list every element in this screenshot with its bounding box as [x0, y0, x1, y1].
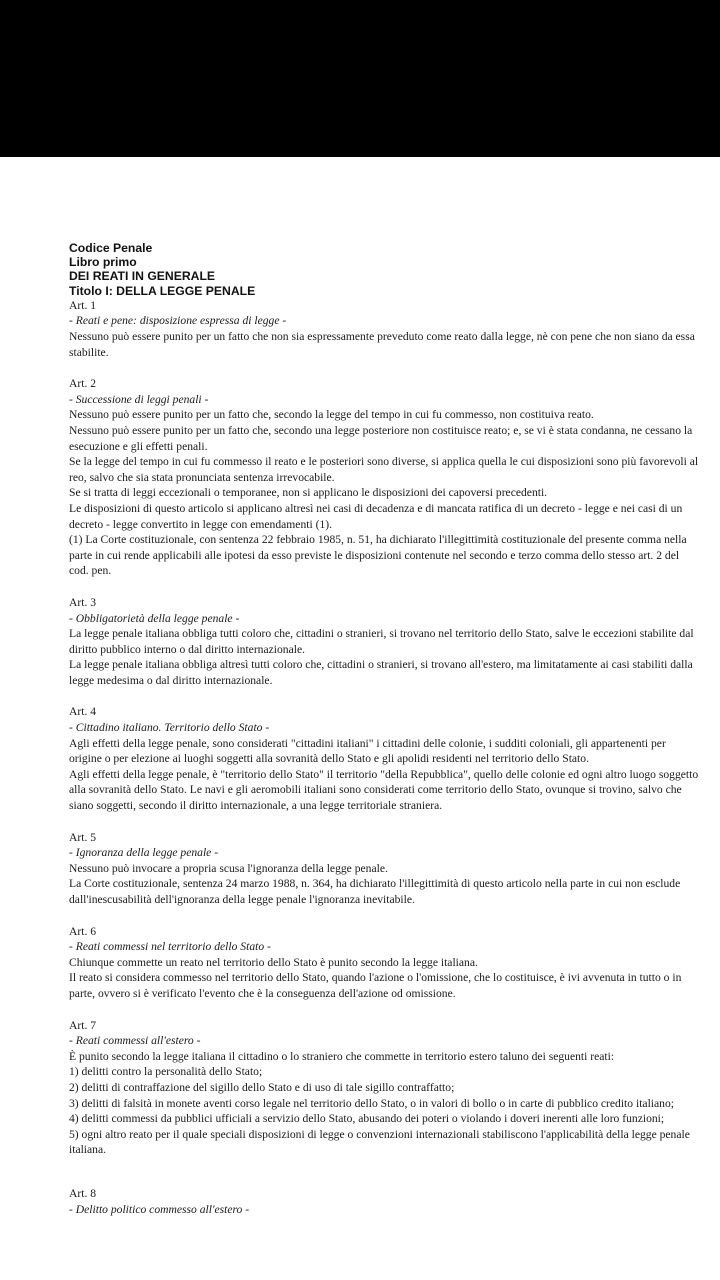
article-paragraph: Nessuno può invocare a propria scusa l'ignoranza della legge penale. — [69, 861, 388, 875]
book-title: Libro primo — [69, 255, 137, 270]
articles-list — [69, 298, 699, 1217]
article-paragraph: 3) delitti di falsità in monete aventi corso legale nel territorio dello Stato, o in valori di bollo o in carte di pubblico credito italiano; — [69, 1096, 674, 1110]
article-paragraph: Chiunque commette un reato nel territorio dello Stato è punito secondo la legge italiana. — [69, 955, 478, 969]
document-body — [69, 241, 699, 1217]
article-paragraph: È punito secondo la legge italiana il cittadino o lo straniero che commette in territorio estero taluno dei seguenti reati: — [69, 1049, 615, 1063]
article-paragraph: 1) delitti contro la personalità dello Stato; — [69, 1065, 263, 1079]
article-paragraph: Nessuno può essere punito per un fatto che, secondo la legge del tempo in cui fu commesso, non costituiva reato. — [69, 408, 594, 422]
article-subtitle: - Reati commessi all'estero - — [69, 1034, 201, 1048]
article-number: Art. 7 — [69, 1018, 97, 1032]
article-paragraph: La legge penale italiana obbliga tutti coloro che, cittadini o stranieri, si trovano nel territorio dello Stato, salve le eccezioni stabilite dal diritto pubblico interno o dal diritto internazionale. — [69, 627, 694, 656]
article-number: Art. 1 — [69, 298, 97, 312]
article-block — [69, 830, 699, 908]
article-number: Art. 5 — [69, 830, 97, 844]
article-paragraph: 2) delitti di contraffazione del sigillo dello Stato e di uso di tale sigillo contraffatto; — [69, 1080, 455, 1094]
article-number: Art. 2 — [69, 377, 97, 391]
article-block — [69, 376, 699, 579]
article-paragraph: Se la legge del tempo in cui fu commesso il reato e le posteriori sono diverse, si applica quella le cui disposizioni sono più favorevoli al reo, salvo che sia stata pronunciata sentenza irrevocabile. — [69, 455, 699, 484]
top-black-bar — [0, 0, 720, 157]
article-number: Art. 6 — [69, 924, 97, 938]
article-subtitle: - Reati e pene: disposizione espressa di legge - — [69, 314, 287, 328]
article-block — [69, 1018, 699, 1158]
title-heading: Titolo I: DELLA LEGGE PENALE — [69, 283, 256, 298]
article-number: Art. 8 — [69, 1186, 97, 1200]
article-paragraph: Il reato si considera commesso nel territorio dello Stato, quando l'azione o l'omissione, che lo costituisce, è ivi avvenuta in tutto o in parte, ovvero si è verificato l'evento che è la conseguenza dell'azione od omissione. — [69, 971, 682, 1000]
article-paragraph: (1) La Corte costituzionale, con sentenza 22 febbraio 1985, n. 51, ha dichiarato l'illegittimità costituzionale del presente comma nella parte in cui rende applicabili alle ipotesi da esso previste le disposizioni contenute nel secondo e terzo comma dello stesso art. 2 del cod. pen. — [69, 533, 687, 578]
code-title: Codice Penale — [69, 241, 153, 255]
article-subtitle: - Ignoranza della legge penale - — [69, 846, 219, 860]
article-paragraph: Nessuno può essere punito per un fatto che, secondo una legge posteriore non costituisce reato; e, se vi è stata condanna, ne cessano la esecuzione e gli effetti penali. — [69, 423, 693, 453]
article-block — [69, 704, 699, 813]
article-paragraph: Agli effetti della legge penale, sono considerati "cittadini italiani" i cittadini delle colonie, i sudditi coloniali, gli appartenenti per origine o per elezione ai luoghi soggetti alla sovranità dello Stato e gli apolidi residenti nel territorio dello Stato. — [69, 736, 666, 766]
article-paragraph: La legge penale italiana obbliga altresì tutti coloro che, cittadini o stranieri, si trovano all'estero, ma limitatamente ai casi stabiliti dalla legge medesima o dal diritto internazionale. — [69, 658, 693, 687]
article-block — [69, 924, 699, 1002]
article-subtitle: - Successione di leggi penali - — [69, 392, 209, 406]
article-block — [69, 298, 699, 360]
article-block — [69, 1186, 699, 1217]
document-header — [69, 241, 699, 298]
article-paragraph: Le disposizioni di questo articolo si applicano altresì nei casi di decadenza e di mancata ratifica di un decreto - legge e nei casi di un decreto - legge convertito in legge con emendamenti (1). — [69, 501, 683, 531]
article-block — [69, 595, 699, 689]
section-title: DEI REATI IN GENERALE — [69, 269, 216, 284]
article-paragraph: Se si tratta di leggi eccezionali o temporanee, non si applicano le disposizioni dei capoversi precedenti. — [69, 486, 548, 500]
article-subtitle: - Delitto politico commesso all'estero - — [69, 1202, 250, 1216]
article-subtitle: - Obbligatorietà della legge penale - — [69, 611, 240, 625]
article-paragraph: La Corte costituzionale, sentenza 24 marzo 1988, n. 364, ha dichiarato l'illegittimità di questo articolo nella parte in cui non esclude dall'inescusabilità dell'ignoranza della legge penale l'ignoranza inevitabile. — [69, 877, 681, 906]
article-number: Art. 3 — [69, 595, 97, 609]
article-subtitle: - Reati commessi nel territorio dello Stato - — [69, 940, 271, 954]
article-number: Art. 4 — [69, 705, 97, 719]
article-paragraph: Agli effetti della legge penale, è "territorio dello Stato" il territorio "della Repubblica", quello delle colonie ed ogni altro luogo soggetto alla sovranità dello Stato. Le navi e gli aeromobili italiani sono considerati come territorio dello Stato, ovunque si trovino, salvo che siano soggetti, secondo il diritto internazionale, a una legge territoriale straniera. — [69, 767, 699, 813]
article-paragraph: 4) delitti commessi da pubblici ufficiali a servizio dello Stato, abusando dei poteri o violando i doveri inerenti alle loro funzioni; — [69, 1112, 665, 1126]
article-paragraph: Nessuno può essere punito per un fatto che non sia espressamente preveduto come reato dalla legge, nè con pene che non siano da essa stabilite. — [69, 330, 695, 359]
article-paragraph: 5) ogni altro reato per il quale speciali disposizioni di legge o convenzioni internazionali stabiliscono l'applicabilità della legge penale italiana. — [69, 1127, 690, 1157]
article-subtitle: - Cittadino italiano. Territorio dello Stato - — [69, 721, 270, 735]
